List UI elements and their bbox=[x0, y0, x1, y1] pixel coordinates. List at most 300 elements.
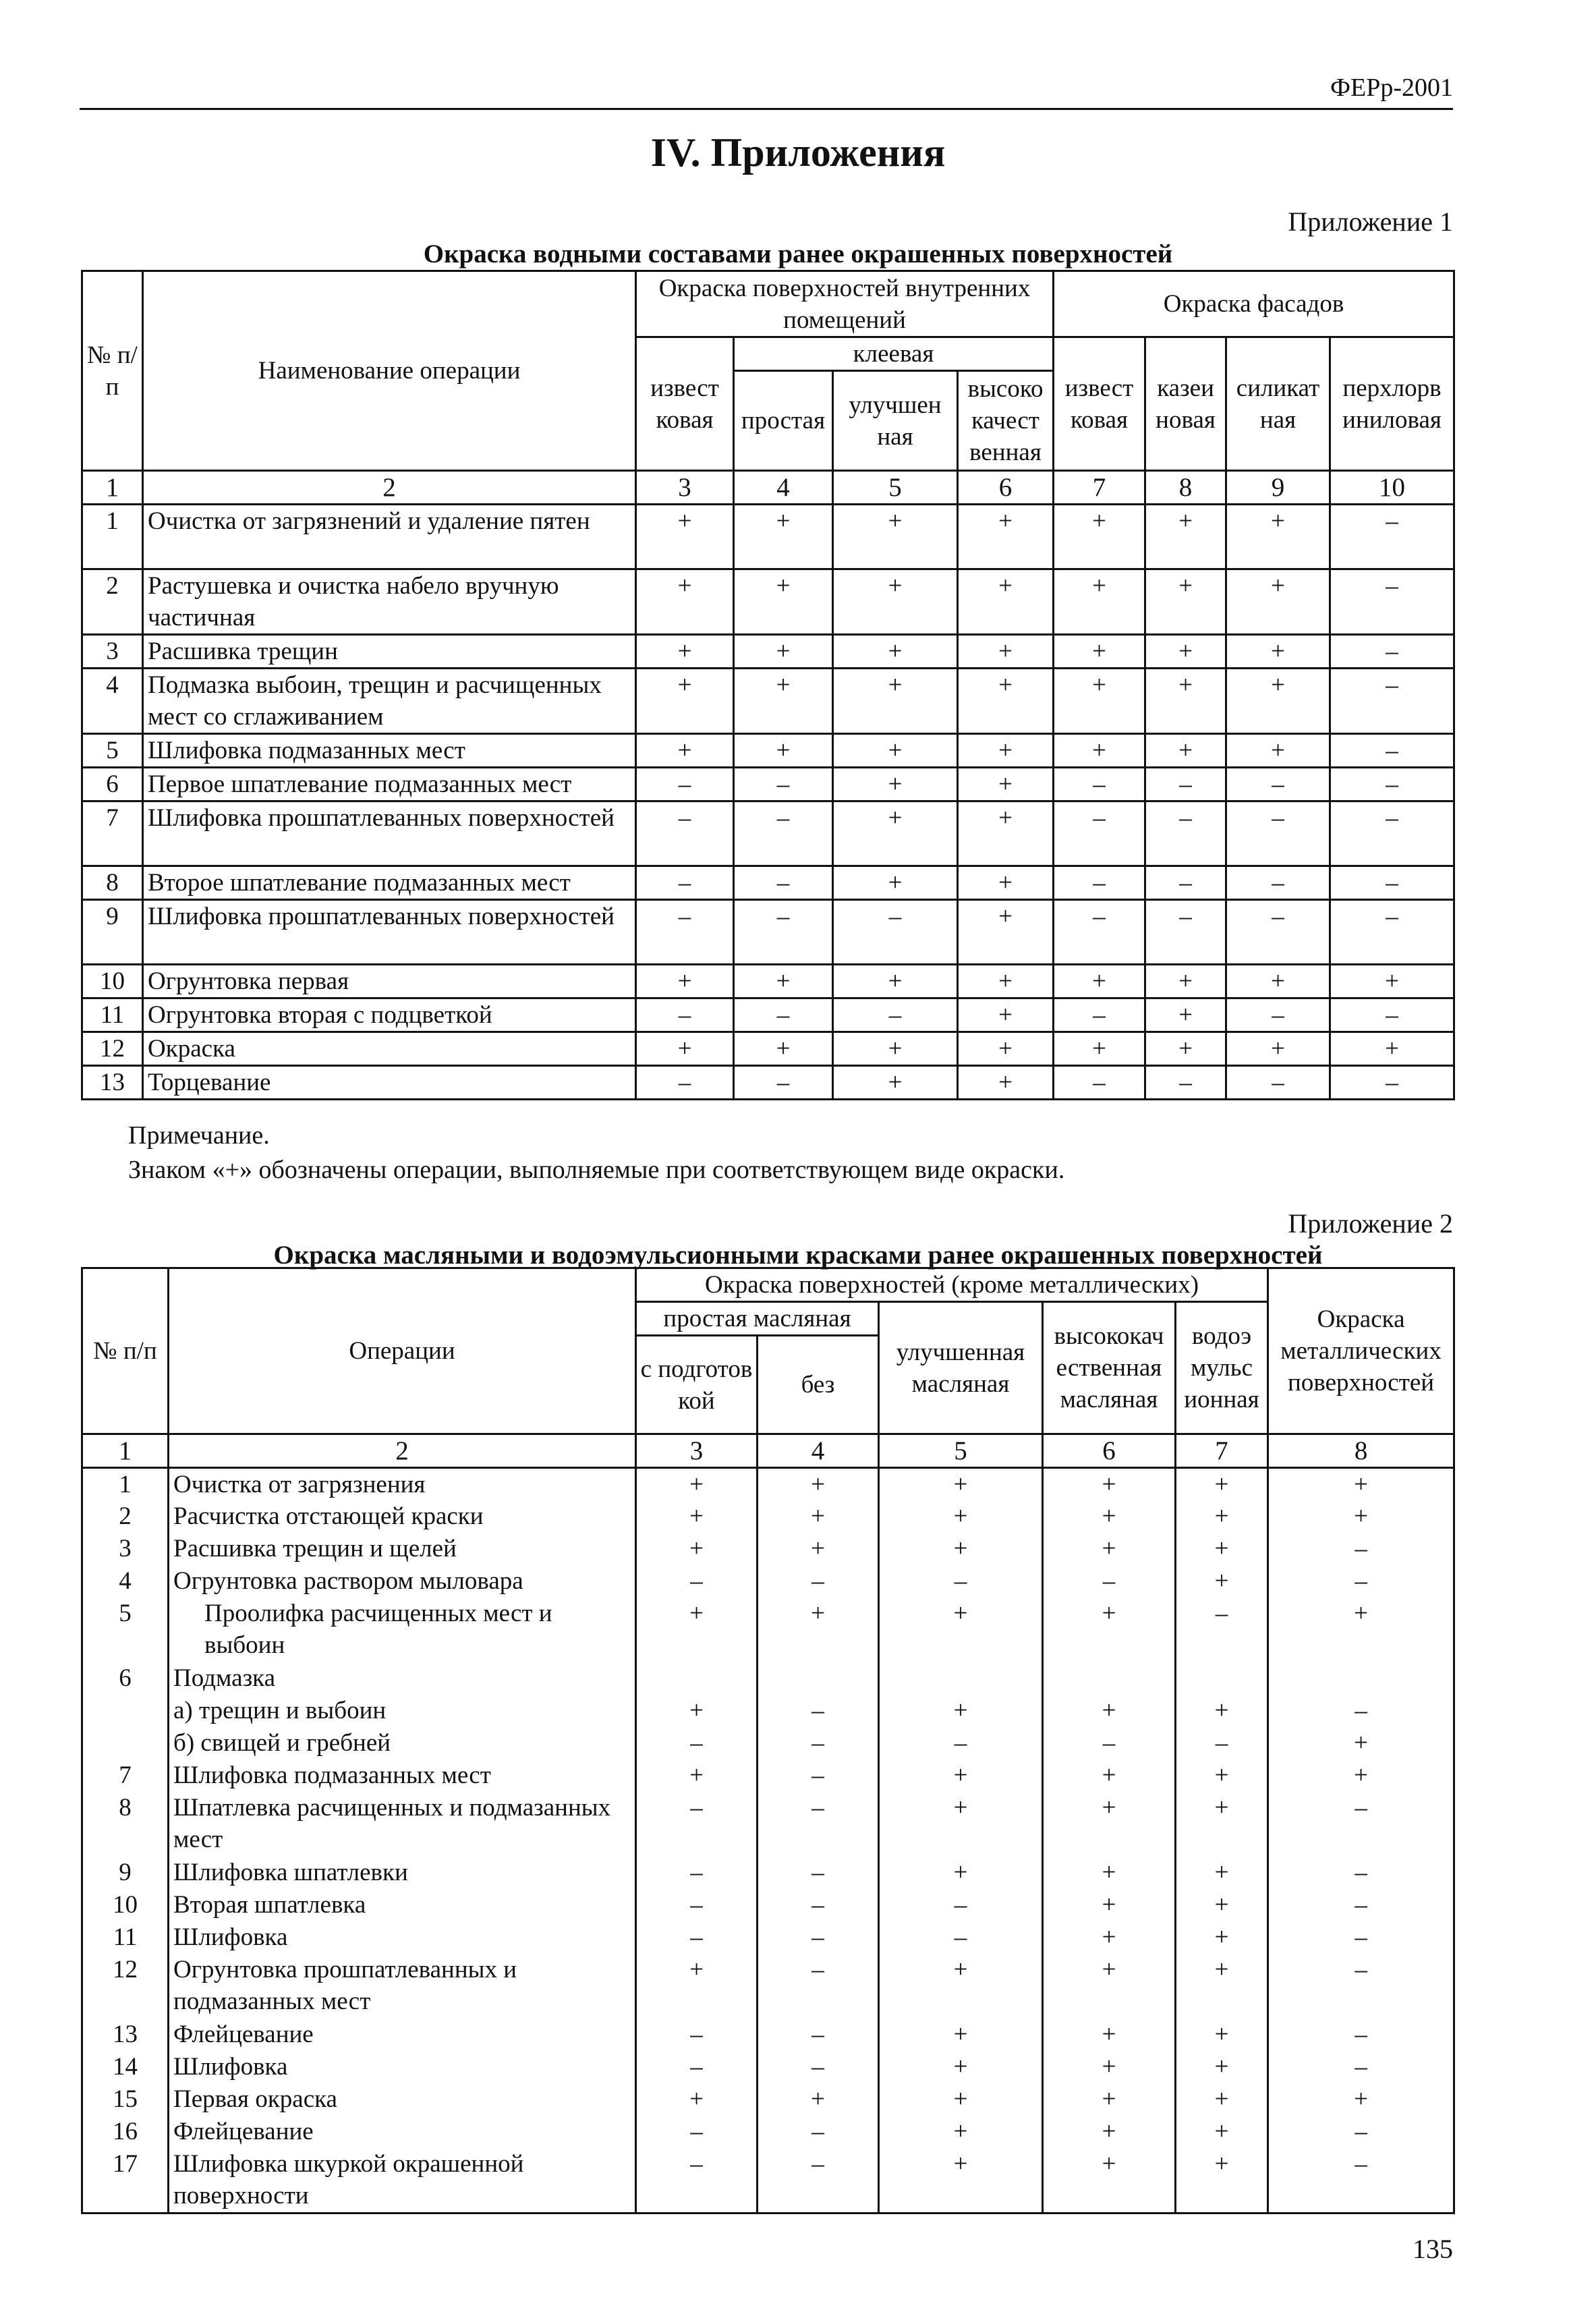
mark-cell: + bbox=[636, 1533, 758, 1565]
mark-cell: + bbox=[1176, 2116, 1268, 2148]
mark-cell: – bbox=[1145, 866, 1226, 900]
mark-cell bbox=[1268, 1662, 1454, 1695]
mark-cell: + bbox=[734, 569, 833, 635]
mark-cell bbox=[1043, 1662, 1176, 1695]
mark-cell: + bbox=[958, 635, 1054, 669]
row-number: 12 bbox=[82, 1032, 143, 1066]
mark-cell: – bbox=[734, 998, 833, 1032]
mark-cell: + bbox=[1268, 2083, 1454, 2116]
mark-cell bbox=[1176, 1662, 1268, 1695]
mark-cell: + bbox=[1176, 1921, 1268, 1954]
mark-cell: – bbox=[1145, 900, 1226, 965]
mark-cell: + bbox=[1145, 505, 1226, 569]
mark-cell: + bbox=[636, 734, 734, 768]
operation-name: Флейцевание bbox=[169, 2116, 636, 2148]
mark-cell: + bbox=[1226, 505, 1330, 569]
row-number: 9 bbox=[82, 1857, 169, 1889]
t2-colnum: 8 bbox=[1268, 1434, 1454, 1468]
mark-cell: – bbox=[1054, 768, 1145, 801]
mark-cell: + bbox=[1145, 998, 1226, 1032]
mark-cell: + bbox=[1176, 1759, 1268, 1792]
mark-cell: – bbox=[1330, 866, 1454, 900]
mark-cell: + bbox=[758, 1533, 879, 1565]
mark-cell: – bbox=[758, 1565, 879, 1598]
table-row bbox=[82, 998, 1454, 1032]
mark-cell: + bbox=[1226, 635, 1330, 669]
mark-cell: + bbox=[958, 1066, 1054, 1100]
operation-name: б) свищей и гребней bbox=[169, 1727, 636, 1759]
mark-cell: + bbox=[758, 1598, 879, 1662]
operation-name: Шлифовка шкуркой окрашенной поверхности bbox=[169, 2148, 636, 2213]
mark-cell: – bbox=[1268, 1954, 1454, 2019]
table-row bbox=[82, 1954, 1454, 2019]
mark-cell: – bbox=[1330, 569, 1454, 635]
row-number: 4 bbox=[82, 1565, 169, 1598]
mark-cell: + bbox=[958, 900, 1054, 965]
appendix2-label: Приложение 2 bbox=[1288, 1208, 1453, 1239]
operation-name: а) трещин и выбоин bbox=[169, 1695, 636, 1727]
operation-name: Огрунтовка прошпатлеванных и подмазанных мест bbox=[169, 1954, 636, 2019]
mark-cell: – bbox=[1226, 866, 1330, 900]
mark-cell: – bbox=[1226, 801, 1330, 866]
mark-cell: + bbox=[958, 998, 1054, 1032]
t2-head-nonmetal: Окраска поверхностей (кроме металлических) bbox=[636, 1268, 1268, 1302]
operation-name: Расшивка трещин bbox=[143, 635, 636, 669]
document-code: ФЕРр-2001 bbox=[1330, 74, 1453, 102]
mark-cell: + bbox=[636, 2083, 758, 2116]
mark-cell: – bbox=[1330, 734, 1454, 768]
t1-head-c8: казеи новая bbox=[1145, 337, 1226, 471]
mark-cell: – bbox=[1054, 801, 1145, 866]
appendix1-table bbox=[81, 270, 1455, 1100]
operation-name: Шлифовка bbox=[169, 2051, 636, 2083]
table-row bbox=[82, 965, 1454, 998]
mark-cell: + bbox=[636, 505, 734, 569]
mark-cell: – bbox=[1054, 866, 1145, 900]
mark-cell: + bbox=[1268, 1468, 1454, 1501]
appendix1-title: Окраска водными составами ранее окрашенных поверхностей bbox=[423, 239, 1173, 269]
mark-cell: – bbox=[636, 900, 734, 965]
mark-cell: + bbox=[1054, 505, 1145, 569]
t1-head-facades: Окраска фасадов bbox=[1054, 271, 1454, 337]
operation-name: Подмазка bbox=[169, 1662, 636, 1695]
mark-cell: + bbox=[1145, 965, 1226, 998]
t1-head-name: Наименование операции bbox=[143, 271, 636, 471]
table-row bbox=[82, 1792, 1454, 1857]
operation-name: Флейцевание bbox=[169, 2019, 636, 2051]
row-number: 11 bbox=[82, 998, 143, 1032]
mark-cell: + bbox=[636, 669, 734, 734]
mark-cell: + bbox=[1043, 1954, 1176, 2019]
mark-cell: + bbox=[1054, 734, 1145, 768]
mark-cell: – bbox=[758, 1889, 879, 1921]
mark-cell: + bbox=[833, 768, 958, 801]
mark-cell: + bbox=[1330, 965, 1454, 998]
table-row bbox=[82, 900, 1454, 965]
mark-cell: + bbox=[1176, 2148, 1268, 2213]
table-row bbox=[82, 2051, 1454, 2083]
mark-cell: – bbox=[1330, 768, 1454, 801]
operation-name: Первая окраска bbox=[169, 2083, 636, 2116]
table-row bbox=[82, 505, 1454, 569]
mark-cell: – bbox=[1145, 801, 1226, 866]
t2-colnum: 4 bbox=[758, 1434, 879, 1468]
row-number: 1 bbox=[82, 505, 143, 569]
mark-cell: + bbox=[879, 2083, 1043, 2116]
operation-name: Подмазка выбоин, трещин и расчищенных мест со сглаживанием bbox=[143, 669, 636, 734]
mark-cell: – bbox=[1054, 900, 1145, 965]
mark-cell: + bbox=[1176, 1857, 1268, 1889]
mark-cell: – bbox=[636, 2116, 758, 2148]
t1-head-c4: простая bbox=[734, 371, 833, 471]
operation-name: Растушевка и очистка набело вручную частичная bbox=[143, 569, 636, 635]
mark-cell: + bbox=[958, 505, 1054, 569]
mark-cell: + bbox=[1176, 2019, 1268, 2051]
mark-cell: + bbox=[1145, 734, 1226, 768]
mark-cell: – bbox=[1268, 2116, 1454, 2148]
operation-name: Расшивка трещин и щелей bbox=[169, 1533, 636, 1565]
note bbox=[128, 1119, 1064, 1187]
mark-cell: – bbox=[636, 1921, 758, 1954]
mark-cell: – bbox=[1330, 635, 1454, 669]
row-number: 2 bbox=[82, 569, 143, 635]
mark-cell: + bbox=[879, 2019, 1043, 2051]
table-row bbox=[82, 635, 1454, 669]
mark-cell: + bbox=[1145, 1032, 1226, 1066]
mark-cell: + bbox=[1226, 669, 1330, 734]
t2-head-c4: без bbox=[758, 1336, 879, 1434]
t1-head-interior: Окраска поверхностей внутренних помещений bbox=[636, 271, 1054, 337]
t2-head-c3: с подготов кой bbox=[636, 1336, 758, 1434]
table-row bbox=[82, 1921, 1454, 1954]
mark-cell: – bbox=[734, 801, 833, 866]
mark-cell: – bbox=[758, 1727, 879, 1759]
operation-name: Первое шпатлевание подмазанных мест bbox=[143, 768, 636, 801]
operation-name: Вторая шпатлевка bbox=[169, 1889, 636, 1921]
mark-cell: – bbox=[758, 1759, 879, 1792]
mark-cell: + bbox=[1043, 1468, 1176, 1501]
mark-cell: – bbox=[758, 1857, 879, 1889]
mark-cell: – bbox=[758, 2116, 879, 2148]
mark-cell: – bbox=[1226, 900, 1330, 965]
mark-cell: + bbox=[1176, 1468, 1268, 1501]
mark-cell: + bbox=[879, 1857, 1043, 1889]
row-number: 1 bbox=[82, 1468, 169, 1501]
mark-cell: + bbox=[1268, 1500, 1454, 1533]
table-row bbox=[82, 801, 1454, 866]
t2-column-numbers bbox=[82, 1434, 1454, 1468]
mark-cell: – bbox=[636, 768, 734, 801]
mark-cell: – bbox=[1145, 768, 1226, 801]
row-number: 5 bbox=[82, 734, 143, 768]
mark-cell: – bbox=[1268, 2051, 1454, 2083]
mark-cell: – bbox=[636, 2051, 758, 2083]
mark-cell: + bbox=[833, 635, 958, 669]
mark-cell: + bbox=[1043, 2116, 1176, 2148]
row-number: 10 bbox=[82, 1889, 169, 1921]
table-row bbox=[82, 1695, 1454, 1727]
mark-cell: + bbox=[833, 734, 958, 768]
table-row bbox=[82, 1598, 1454, 1662]
t1-head-c7: извест ковая bbox=[1054, 337, 1145, 471]
mark-cell: + bbox=[1176, 1889, 1268, 1921]
row-number: 11 bbox=[82, 1921, 169, 1954]
mark-cell: + bbox=[636, 635, 734, 669]
mark-cell: – bbox=[758, 1954, 879, 2019]
row-number: 16 bbox=[82, 2116, 169, 2148]
mark-cell: + bbox=[1268, 1727, 1454, 1759]
mark-cell: – bbox=[1330, 998, 1454, 1032]
row-number: 7 bbox=[82, 801, 143, 866]
mark-cell: + bbox=[1176, 1565, 1268, 1598]
mark-cell: – bbox=[1268, 1533, 1454, 1565]
t1-colnum: 8 bbox=[1145, 471, 1226, 505]
mark-cell: + bbox=[1043, 2148, 1176, 2213]
mark-cell: + bbox=[636, 1695, 758, 1727]
t2-colnum: 5 bbox=[879, 1434, 1043, 1468]
table-row bbox=[82, 1565, 1454, 1598]
mark-cell bbox=[758, 1662, 879, 1695]
table-row bbox=[82, 1662, 1454, 1695]
mark-cell: + bbox=[958, 965, 1054, 998]
table-row bbox=[82, 1468, 1454, 1501]
operation-name-text: Проолифка расчищенных мест и выбоин bbox=[204, 1600, 552, 1659]
appendix2-title: Окраска масляными и водоэмульсионными красками ранее окрашенных поверхностей bbox=[273, 1241, 1323, 1270]
mark-cell: – bbox=[1268, 1565, 1454, 1598]
mark-cell: + bbox=[1176, 1695, 1268, 1727]
mark-cell: + bbox=[1054, 569, 1145, 635]
mark-cell: + bbox=[1226, 965, 1330, 998]
mark-cell: + bbox=[734, 669, 833, 734]
t2-head-c8: Окраска металлических поверхностей bbox=[1268, 1268, 1454, 1434]
mark-cell: + bbox=[758, 1500, 879, 1533]
mark-cell: + bbox=[1226, 569, 1330, 635]
operation-name: Торцевание bbox=[143, 1066, 636, 1100]
mark-cell: + bbox=[879, 2148, 1043, 2213]
mark-cell: – bbox=[636, 1066, 734, 1100]
mark-cell: – bbox=[1330, 900, 1454, 965]
mark-cell: – bbox=[636, 866, 734, 900]
row-number: 12 bbox=[82, 1954, 169, 2019]
mark-cell: + bbox=[636, 1032, 734, 1066]
row-number: 6 bbox=[82, 1662, 169, 1695]
mark-cell: – bbox=[734, 866, 833, 900]
mark-cell: – bbox=[1043, 1727, 1176, 1759]
mark-cell bbox=[879, 1662, 1043, 1695]
table-row bbox=[82, 866, 1454, 900]
t2-head-no: № п/п bbox=[82, 1268, 169, 1434]
mark-cell: + bbox=[636, 1598, 758, 1662]
mark-cell: + bbox=[1145, 669, 1226, 734]
mark-cell: + bbox=[958, 669, 1054, 734]
mark-cell: + bbox=[1043, 2019, 1176, 2051]
mark-cell: + bbox=[1054, 669, 1145, 734]
mark-cell: + bbox=[636, 1954, 758, 2019]
t2-colnum: 2 bbox=[169, 1434, 636, 1468]
mark-cell: + bbox=[1043, 1533, 1176, 1565]
row-number: 4 bbox=[82, 669, 143, 734]
row-number: 3 bbox=[82, 635, 143, 669]
mark-cell: + bbox=[734, 1032, 833, 1066]
operation-name: Огрунтовка первая bbox=[143, 965, 636, 998]
mark-cell: – bbox=[636, 1889, 758, 1921]
note-text: Знаком «+» обозначены операции, выполняемые при соответствующем виде окраски. bbox=[128, 1156, 1065, 1184]
operation-name: Окраска bbox=[143, 1032, 636, 1066]
operation-name: Второе шпатлевание подмазанных мест bbox=[143, 866, 636, 900]
mark-cell: + bbox=[758, 1468, 879, 1501]
operation-name: Огрунтовка вторая с подцветкой bbox=[143, 998, 636, 1032]
mark-cell: + bbox=[958, 1032, 1054, 1066]
mark-cell: + bbox=[879, 1695, 1043, 1727]
mark-cell: – bbox=[833, 998, 958, 1032]
mark-cell: + bbox=[1176, 2051, 1268, 2083]
mark-cell: + bbox=[958, 866, 1054, 900]
mark-cell: + bbox=[833, 1066, 958, 1100]
mark-cell: – bbox=[636, 1792, 758, 1857]
mark-cell: – bbox=[636, 1565, 758, 1598]
t2-head-simple-oil: простая масляная bbox=[636, 1302, 879, 1336]
operation-name: Очистка от загрязнений и удаление пятен bbox=[143, 505, 636, 569]
mark-cell: + bbox=[1176, 1954, 1268, 2019]
note-label: Примечание. bbox=[128, 1121, 270, 1150]
mark-cell: + bbox=[1043, 1500, 1176, 1533]
mark-cell: + bbox=[833, 669, 958, 734]
t1-head-glue: клеевая bbox=[734, 337, 1054, 371]
mark-cell bbox=[636, 1662, 758, 1695]
table-row bbox=[82, 2148, 1454, 2213]
mark-cell: – bbox=[1330, 669, 1454, 734]
t1-colnum: 6 bbox=[958, 471, 1054, 505]
mark-cell: + bbox=[879, 1468, 1043, 1501]
row-number: 15 bbox=[82, 2083, 169, 2116]
mark-cell: – bbox=[1330, 505, 1454, 569]
mark-cell: + bbox=[1043, 1792, 1176, 1857]
mark-cell: + bbox=[1043, 1759, 1176, 1792]
table-row bbox=[82, 2019, 1454, 2051]
page-title: IV. Приложения bbox=[650, 130, 946, 175]
row-number: 10 bbox=[82, 965, 143, 998]
mark-cell: – bbox=[758, 2019, 879, 2051]
row-number: 7 bbox=[82, 1759, 169, 1792]
t1-head-c3: извест ковая bbox=[636, 337, 734, 471]
mark-cell: + bbox=[1054, 635, 1145, 669]
mark-cell: + bbox=[636, 965, 734, 998]
mark-cell: + bbox=[1043, 1695, 1176, 1727]
mark-cell: + bbox=[758, 2083, 879, 2116]
mark-cell: – bbox=[879, 1921, 1043, 1954]
operation-name: Шпатлевка расчищенных и подмазанных мест bbox=[169, 1792, 636, 1857]
mark-cell: + bbox=[1176, 1533, 1268, 1565]
mark-cell: – bbox=[879, 1565, 1043, 1598]
mark-cell: + bbox=[879, 2116, 1043, 2148]
mark-cell: – bbox=[1226, 768, 1330, 801]
t2-head-c7: водоэ мульс ионная bbox=[1176, 1302, 1268, 1434]
mark-cell: + bbox=[734, 635, 833, 669]
t1-colnum: 7 bbox=[1054, 471, 1145, 505]
mark-cell: + bbox=[833, 1032, 958, 1066]
t2-colnum: 7 bbox=[1176, 1434, 1268, 1468]
t2-head-c6: высококач ественная масляная bbox=[1043, 1302, 1176, 1434]
mark-cell: + bbox=[1043, 1857, 1176, 1889]
mark-cell: – bbox=[636, 998, 734, 1032]
mark-cell: – bbox=[636, 2148, 758, 2213]
t1-head-c5: улучшен ная bbox=[833, 371, 958, 471]
mark-cell: + bbox=[879, 1792, 1043, 1857]
mark-cell: + bbox=[636, 1759, 758, 1792]
mark-cell: + bbox=[833, 505, 958, 569]
operation-name: Шлифовка шпатлевки bbox=[169, 1857, 636, 1889]
mark-cell: – bbox=[1226, 998, 1330, 1032]
mark-cell: – bbox=[1226, 1066, 1330, 1100]
row-number bbox=[82, 1695, 169, 1727]
row-number: 14 bbox=[82, 2051, 169, 2083]
mark-cell: – bbox=[1176, 1598, 1268, 1662]
mark-cell: + bbox=[879, 1533, 1043, 1565]
row-number: 2 bbox=[82, 1500, 169, 1533]
table-row bbox=[82, 2116, 1454, 2148]
mark-cell: + bbox=[833, 569, 958, 635]
mark-cell: + bbox=[958, 569, 1054, 635]
mark-cell: + bbox=[636, 569, 734, 635]
mark-cell: – bbox=[1268, 2148, 1454, 2213]
t1-colnum: 9 bbox=[1226, 471, 1330, 505]
operation-name: Шлифовка прошпатлеванных поверхностей bbox=[143, 900, 636, 965]
mark-cell: – bbox=[734, 768, 833, 801]
mark-cell: – bbox=[1268, 1695, 1454, 1727]
mark-cell: – bbox=[758, 1695, 879, 1727]
mark-cell: + bbox=[1330, 1032, 1454, 1066]
mark-cell: – bbox=[1054, 998, 1145, 1032]
table-row bbox=[82, 1032, 1454, 1066]
row-number: 9 bbox=[82, 900, 143, 965]
mark-cell: + bbox=[1145, 569, 1226, 635]
table-row bbox=[82, 2083, 1454, 2116]
mark-cell: – bbox=[1330, 1066, 1454, 1100]
mark-cell: – bbox=[1268, 1921, 1454, 1954]
mark-cell: – bbox=[1268, 2019, 1454, 2051]
operation-name: Шлифовка прошпатлеванных поверхностей bbox=[143, 801, 636, 866]
operation-name: Шлифовка подмазанных мест bbox=[169, 1759, 636, 1792]
mark-cell: – bbox=[1268, 1792, 1454, 1857]
operation-name: Шлифовка подмазанных мест bbox=[143, 734, 636, 768]
table-row bbox=[82, 734, 1454, 768]
t1-head-c10: перхлорв иниловая bbox=[1330, 337, 1454, 471]
t2-colnum: 3 bbox=[636, 1434, 758, 1468]
mark-cell: – bbox=[636, 2019, 758, 2051]
mark-cell: + bbox=[879, 2051, 1043, 2083]
table-row bbox=[82, 569, 1454, 635]
mark-cell: – bbox=[758, 2148, 879, 2213]
table-row bbox=[82, 1727, 1454, 1759]
mark-cell: + bbox=[958, 768, 1054, 801]
mark-cell: – bbox=[758, 1921, 879, 1954]
operation-name bbox=[169, 1598, 636, 1662]
mark-cell: + bbox=[833, 866, 958, 900]
table-row bbox=[82, 768, 1454, 801]
mark-cell: + bbox=[1226, 734, 1330, 768]
mark-cell: + bbox=[1054, 965, 1145, 998]
mark-cell: + bbox=[958, 801, 1054, 866]
t1-head-no: № п/п bbox=[82, 271, 143, 471]
mark-cell: – bbox=[1043, 1565, 1176, 1598]
table-row bbox=[82, 1533, 1454, 1565]
t2-head-c5: улучшенная масляная bbox=[879, 1302, 1043, 1434]
mark-cell: + bbox=[1176, 2083, 1268, 2116]
mark-cell: + bbox=[879, 1598, 1043, 1662]
mark-cell: + bbox=[1268, 1759, 1454, 1792]
row-number: 13 bbox=[82, 1066, 143, 1100]
page-number: 135 bbox=[1413, 2234, 1453, 2264]
